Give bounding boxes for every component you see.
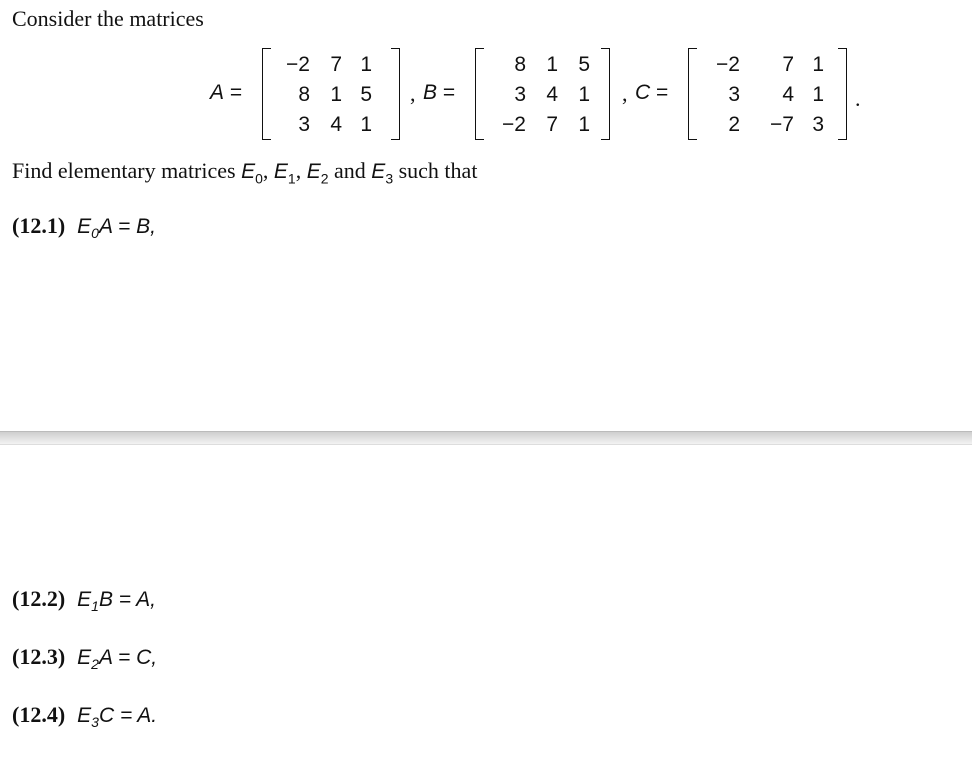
part-equation: $E_1B = A$, [77, 588, 156, 615]
matrix-definitions: A = −2 7 1 8 1 5 3 4 1 , B = 8 1 5 3 4 1 −2 7 1 , C = −2 7 1 3 4 1 2 −7 3 . [0, 48, 972, 140]
matrix-b-left-bracket [475, 48, 484, 140]
matrix-c-right-bracket [838, 48, 847, 140]
part-12-4 [12, 702, 157, 730]
matrix-b: 8 1 5 3 4 1 −2 7 1 [502, 53, 590, 136]
part-12-1 [12, 213, 156, 241]
matrix-c-label: C = [635, 81, 669, 104]
part-number: (12.4) [12, 702, 66, 727]
matrix-a-label: A = [210, 81, 243, 104]
part-equation: $E_2A = C$, [77, 646, 158, 673]
matrix-c-left-bracket [688, 48, 697, 140]
matrix-a-right-bracket [391, 48, 400, 140]
part-number: (12.2) [12, 586, 66, 611]
part-equation: $E_3C = A$. [77, 704, 158, 731]
matrix-a-left-bracket [262, 48, 271, 140]
part-12-3 [12, 644, 157, 672]
matrix-a: −2 7 1 8 1 5 3 4 1 [286, 53, 372, 136]
part-12-2 [12, 586, 156, 614]
part-number: (12.3) [12, 644, 66, 669]
intro-text: Consider the matrices [12, 6, 204, 31]
instruction-text: Find elementary matrices $E_0$, $E_1$, $E_2$ and $E_3$ such that [12, 158, 478, 187]
matrix-c: −2 7 1 3 4 1 2 −7 3 [716, 53, 824, 136]
section-divider [0, 431, 972, 445]
part-equation: $E_0A = B$, [77, 215, 156, 242]
part-number: (12.1) [12, 213, 66, 238]
matrix-b-label: B = [423, 81, 456, 104]
matrix-b-right-bracket [601, 48, 610, 140]
